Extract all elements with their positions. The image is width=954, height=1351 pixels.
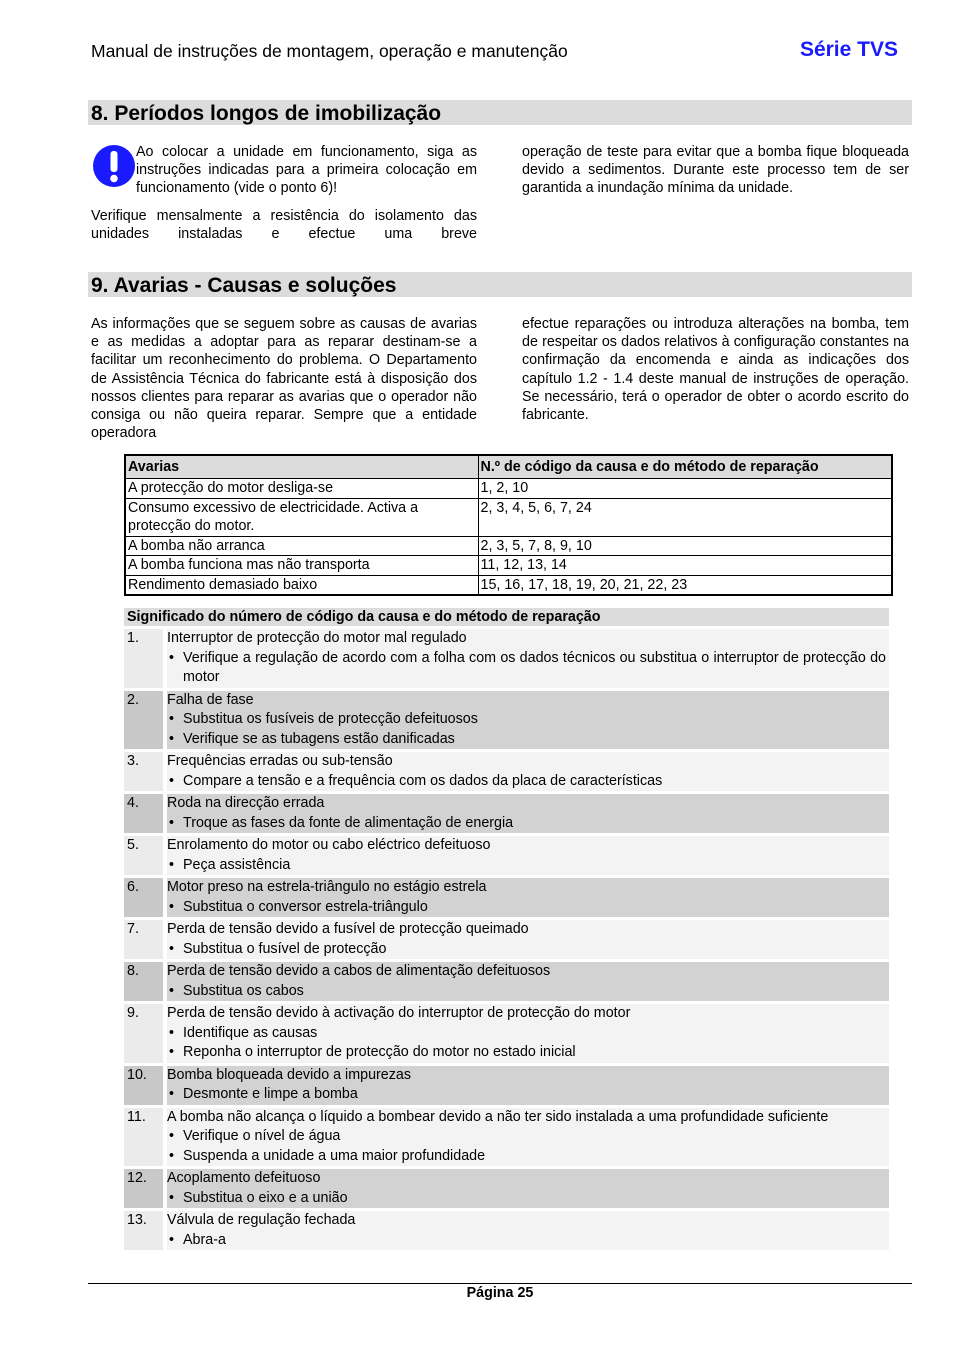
cause-title: Roda na direcção errada (167, 795, 325, 811)
section-8-warning-text: Ao colocar a unidade em funcionamento, siga as instruções indicadas para a primeira colocação em funcionamento (vide o ponto 6)! (136, 144, 477, 197)
section-8-heading: 8. Períodos longos de imobilização (88, 100, 912, 125)
remedy-text: Abra-a (183, 1231, 226, 1248)
code-meaning-item (124, 962, 889, 1001)
remedy-text: Substitua o conversor estrela-triângulo (183, 898, 428, 915)
table-row (125, 575, 892, 595)
remedy-bullet (167, 649, 886, 688)
code-meaning-heading: Significado do número de código da causa e do método de reparação (124, 608, 889, 626)
code-meaning-list (124, 608, 889, 1250)
remedy-bullet (167, 1127, 886, 1147)
table-cell-fault: Rendimento demasiado baixo (125, 575, 478, 595)
remedy-text: Verifique a regulação de acordo com a folha com os dados técnicos ou substitua o interruptor de protecção do motor (183, 649, 886, 685)
code-number: 5. (124, 836, 163, 875)
document-title: Manual de instruções de montagem, operação e manutenção (91, 41, 568, 61)
code-description (167, 878, 889, 917)
table-row (125, 479, 892, 499)
code-number: 9. (124, 1004, 163, 1063)
table-cell-fault: A protecção do motor desliga-se (125, 479, 478, 499)
bullet-marker: • (169, 711, 175, 727)
code-number: 4. (124, 794, 163, 833)
remedy-text: Peça assistência (183, 856, 291, 873)
code-description (167, 752, 889, 791)
code-number: 12. (124, 1169, 163, 1208)
footer-divider (88, 1283, 912, 1284)
code-description (167, 836, 889, 875)
code-description (167, 1169, 889, 1208)
section-9-paragraph-2: efectue reparações ou introduza alterações na bomba, tem de respeitar os dados relativos à configuração constantes na confirmação da encomenda e ainda as indicações dos capítulo 1.2 - 1.4 deste manual de instruções de operação. Se necessário, terá o operador de obter o acordo escrito do fabricante. (522, 316, 909, 424)
bullet-marker: • (169, 814, 175, 831)
code-description (167, 920, 889, 959)
bullet-marker: • (169, 1086, 175, 1102)
code-description (167, 962, 889, 1001)
remedy-bullet (167, 898, 886, 918)
cause-title: Motor preso na estrela-triângulo no estágio estrela (167, 879, 487, 895)
bullet-marker: • (169, 1128, 175, 1144)
remedy-bullet (167, 730, 886, 750)
bullet-marker: • (169, 649, 175, 666)
remedy-bullet (167, 1147, 886, 1167)
code-meaning-item (124, 1004, 889, 1063)
code-description (167, 794, 889, 833)
section-8-paragraph-2: operação de teste para evitar que a bomba fique bloqueada devido a sedimentos. Durante este processo tem de ser garantida a inundação mínima da unidade. (522, 144, 909, 197)
remedy-bullet (167, 1231, 886, 1251)
code-meaning-item (124, 920, 889, 959)
column-header-code: N.º de código da causa e do método de reparação (478, 455, 892, 479)
remedy-text: Substitua os fusíveis de protecção defeituosos (183, 711, 478, 727)
code-meaning-item (124, 1169, 889, 1208)
remedy-bullet (167, 1024, 886, 1044)
remedy-text: Substitua o eixo e a união (183, 1189, 348, 1206)
cause-title: Perda de tensão devido a cabos de alimentação defeituosos (167, 963, 551, 979)
remedy-bullet (167, 856, 886, 876)
remedy-bullet (167, 1085, 886, 1105)
code-description (167, 1211, 889, 1250)
table-cell-codes: 11, 12, 13, 14 (478, 556, 892, 576)
cause-title: Perda de tensão devido à activação do interruptor de protecção do motor (167, 1005, 631, 1021)
exclamation-warning-icon (92, 144, 136, 188)
code-number: 6. (124, 878, 163, 917)
remedy-bullet (167, 982, 886, 1002)
code-number: 11. (124, 1108, 163, 1167)
remedy-bullet (167, 710, 886, 730)
code-meaning-item (124, 794, 889, 833)
remedy-bullet (167, 940, 886, 960)
table-cell-fault: A bomba não arranca (125, 536, 478, 556)
bullet-marker: • (169, 940, 175, 957)
remedy-text: Verifique o nível de água (183, 1128, 341, 1144)
table-cell-codes: 15, 16, 17, 18, 19, 20, 21, 22, 23 (478, 575, 892, 595)
cause-title: Enrolamento do motor ou cabo eléctrico defeituoso (167, 837, 491, 853)
cause-title: Acoplamento defeituoso (167, 1170, 321, 1186)
code-description (167, 1004, 889, 1063)
code-description (167, 1066, 889, 1105)
code-meaning-item (124, 836, 889, 875)
table-cell-codes: 2, 3, 5, 7, 8, 9, 10 (478, 536, 892, 556)
series-name: Série TVS (799, 38, 898, 61)
table-row (125, 536, 892, 556)
cause-title: A bomba não alcança o líquido a bombear devido a não ter sido instalada a uma profundidade suficiente (167, 1108, 829, 1125)
page-number: Página 25 (466, 1285, 534, 1301)
code-number: 10. (124, 1066, 163, 1105)
bullet-marker: • (169, 1189, 175, 1206)
bullet-marker: • (169, 856, 175, 873)
table-header-row (125, 455, 892, 479)
table-cell-fault: A bomba funciona mas não transporta (125, 556, 478, 576)
code-description (167, 629, 889, 688)
code-meaning-item (124, 1066, 889, 1105)
remedy-text: Reponha o interruptor de protecção do motor no estado inicial (183, 1044, 576, 1060)
table-row (125, 498, 892, 536)
remedy-bullet (167, 772, 886, 792)
section-9-heading: 9. Avarias - Causas e soluções (88, 272, 912, 297)
remedy-text: Troque as fases da fonte de alimentação de energia (183, 814, 514, 831)
cause-title: Válvula de regulação fechada (167, 1212, 356, 1228)
code-meaning-item (124, 629, 889, 688)
code-meaning-item (124, 752, 889, 791)
bullet-marker: • (169, 1147, 175, 1164)
code-number: 3. (124, 752, 163, 791)
bullet-marker: • (169, 1044, 175, 1060)
avarias-table (124, 454, 893, 596)
bullet-marker: • (169, 898, 175, 915)
code-number: 1. (124, 629, 163, 688)
code-number: 13. (124, 1211, 163, 1250)
bullet-marker: • (169, 1231, 175, 1248)
code-description (167, 691, 889, 750)
remedy-text: Verifique se as tubagens estão danificadas (183, 730, 455, 747)
remedy-text: Desmonte e limpe a bomba (183, 1086, 358, 1102)
section-9-paragraph-1: As informações que se seguem sobre as causas de avarias e as medidas a adoptar para as reparar destinam-se a facilitar um reconhecimento do problema. O Departamento de Assistência Técnica do fabricante está à disposição dos nossos clientes para reparar as avarias que o operador não consiga ou não queira reparar. Sempre que a entidade operadora (91, 316, 477, 442)
cause-title: Falha de fase (167, 691, 254, 708)
code-number: 2. (124, 691, 163, 750)
table-cell-codes: 1, 2, 10 (478, 479, 892, 499)
bullet-marker: • (169, 730, 175, 747)
remedy-text: Substitua os cabos (183, 982, 304, 999)
remedy-bullet (167, 1043, 886, 1063)
bullet-marker: • (169, 772, 175, 789)
code-meaning-item (124, 1108, 889, 1167)
remedy-text: Identifique as causas (183, 1024, 318, 1041)
remedy-text: Compare a tensão e a frequência com os dados da placa de características (183, 772, 663, 789)
cause-title: Bomba bloqueada devido a impurezas (167, 1066, 412, 1083)
table-row (125, 556, 892, 576)
code-meaning-item (124, 878, 889, 917)
code-description (167, 1108, 889, 1167)
column-header-avarias: Avarias (125, 455, 478, 479)
remedy-bullet (167, 1189, 886, 1209)
bullet-marker: • (169, 1024, 175, 1041)
bullet-marker: • (169, 982, 175, 999)
cause-title: Interruptor de protecção do motor mal regulado (167, 630, 467, 646)
remedy-text: Substitua o fusível de protecção (183, 940, 387, 957)
code-meaning-item (124, 691, 889, 750)
code-number: 8. (124, 962, 163, 1001)
cause-title: Perda de tensão devido a fusível de protecção queimado (167, 921, 529, 937)
cause-title: Frequências erradas ou sub-tensão (167, 753, 393, 769)
remedy-bullet (167, 814, 886, 834)
table-cell-fault: Consumo excessivo de electricidade. Activa a protecção do motor. (125, 498, 478, 536)
table-cell-codes: 2, 3, 4, 5, 6, 7, 24 (478, 498, 892, 536)
code-number: 7. (124, 920, 163, 959)
remedy-text: Suspenda a unidade a uma maior profundidade (183, 1147, 486, 1164)
code-meaning-item (124, 1211, 889, 1250)
section-8-paragraph-1: Verifique mensalmente a resistência do isolamento das unidades instaladas e efectue uma breve (91, 208, 477, 243)
